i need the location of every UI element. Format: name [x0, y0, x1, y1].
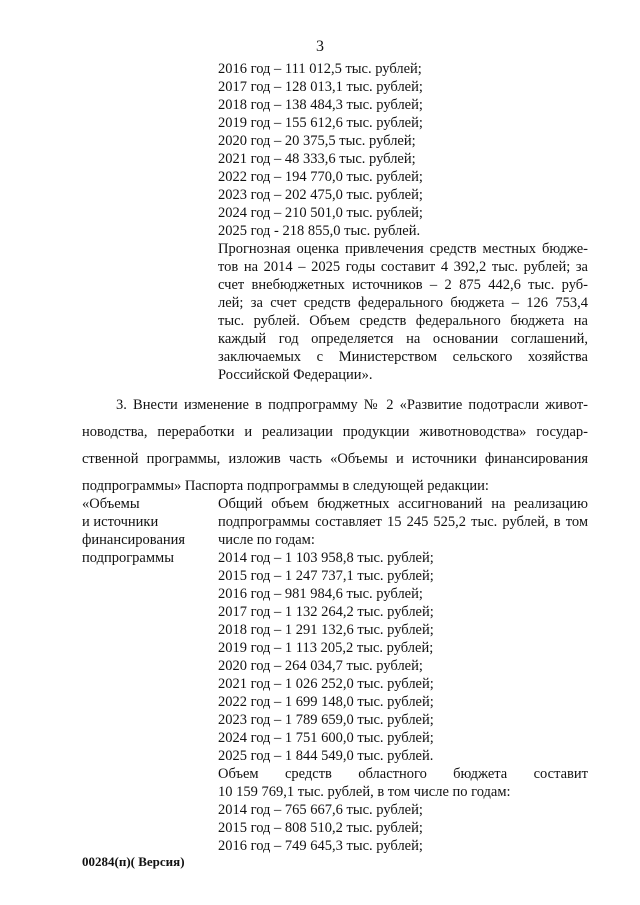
section-line: 3. Внести изменение в подпрограмму № 2 «Развитие подотрасли живот- [116, 397, 588, 413]
year-line: 2017 год – 1 132 264,2 тыс. рублей; [218, 604, 434, 620]
year-line: 2016 год – 111 012,5 тыс. рублей; [218, 61, 422, 77]
year-line: 2014 год – 765 667,6 тыс. рублей; [218, 802, 423, 818]
row-label-line: «Объемы [82, 496, 140, 512]
year-line: 2024 год – 1 751 600,0 тыс. рублей; [218, 730, 434, 746]
forecast-line: заключаемых с Министерством сельского хозяйства [218, 349, 588, 365]
year-list [218, 60, 588, 240]
forecast-line: каждый год определяется на основании соглашений, [218, 331, 588, 347]
forecast-paragraph [218, 240, 588, 384]
section-line: новодства, переработки и реализации продукции животноводства» государ- [82, 424, 588, 440]
regional-line: 10 159 769,1 тыс. рублей, в том числе по годам: [218, 784, 511, 800]
forecast-line: Российской Федерации». [218, 367, 373, 383]
year-line: 2016 год – 749 645,3 тыс. рублей; [218, 838, 423, 854]
year-line: 2017 год – 128 013,1 тыс. рублей; [218, 79, 423, 95]
year-line: 2015 год – 808 510,2 тыс. рублей; [218, 820, 423, 836]
year-line: 2024 год – 210 501,0 тыс. рублей; [218, 205, 423, 221]
regional-budget-paragraph [218, 765, 588, 801]
intro-line: числе по годам: [218, 532, 315, 548]
page-number: 3 [316, 38, 324, 55]
intro-line: Общий объем бюджетных ассигнований на реализацию [218, 496, 588, 512]
year-line: 2022 год – 1 699 148,0 тыс. рублей; [218, 694, 434, 710]
section-line: подпрограммы» Паспорта подпрограммы в следующей редакции: [82, 478, 489, 494]
table-row-content [218, 495, 588, 855]
year-line: 2021 год – 1 026 252,0 тыс. рублей; [218, 676, 434, 692]
amendment-paragraph [82, 392, 588, 500]
year-line: 2014 год – 1 103 958,8 тыс. рублей; [218, 550, 434, 566]
year-line: 2022 год – 194 770,0 тыс. рублей; [218, 169, 423, 185]
section-line: ственной программы, изложив часть «Объемы и источники финансирования [82, 451, 588, 467]
funding-continuation [218, 60, 588, 384]
document-code: 00284(п)( Версия) [82, 854, 185, 869]
forecast-line: тыс. рублей. Объем средств федерального бюджета на [218, 313, 588, 329]
year-line: 2020 год – 264 034,7 тыс. рублей; [218, 658, 423, 674]
year-line: 2015 год – 1 247 737,1 тыс. рублей; [218, 568, 434, 584]
forecast-line: тов на 2014 – 2025 годы составит 4 392,2 тыс. рублей; за [218, 259, 588, 275]
year-line: 2025 год – 1 844 549,0 тыс. рублей. [218, 748, 434, 764]
regional-year-list [218, 801, 588, 855]
forecast-line: счет внебюджетных источников – 2 875 442,6 тыс. руб- [218, 277, 588, 293]
year-line: 2019 год – 1 113 205,2 тыс. рублей; [218, 640, 434, 656]
year-line: 2023 год – 202 475,0 тыс. рублей; [218, 187, 423, 203]
forecast-line: лей; за счет средств федерального бюджета – 126 753,4 [218, 295, 588, 311]
regional-line: Объем средств областного бюджета составит [218, 766, 588, 782]
year-line: 2016 год – 981 984,6 тыс. рублей; [218, 586, 423, 602]
year-line: 2025 год - 218 855,0 тыс. рублей. [218, 223, 421, 239]
year-line: 2018 год – 138 484,3 тыс. рублей; [218, 97, 423, 113]
total-budget-paragraph [218, 495, 588, 549]
year-line: 2020 год – 20 375,5 тыс. рублей; [218, 133, 416, 149]
year-line: 2019 год – 155 612,6 тыс. рублей; [218, 115, 423, 131]
row-label-line: финансирования [82, 532, 186, 548]
intro-line: подпрограммы составляет 15 245 525,2 тыс. рублей, в том [218, 514, 588, 530]
year-line: 2023 год – 1 789 659,0 тыс. рублей; [218, 712, 434, 728]
table-row-label [82, 495, 212, 567]
year-line: 2018 год – 1 291 132,6 тыс. рублей; [218, 622, 434, 638]
row-label-line: и источники [82, 514, 159, 530]
total-year-list [218, 549, 588, 765]
forecast-line: Прогнозная оценка привлечения средств местных бюдже- [218, 241, 588, 257]
year-line: 2021 год – 48 333,6 тыс. рублей; [218, 151, 416, 167]
row-label-line: подпрограммы [82, 550, 174, 566]
